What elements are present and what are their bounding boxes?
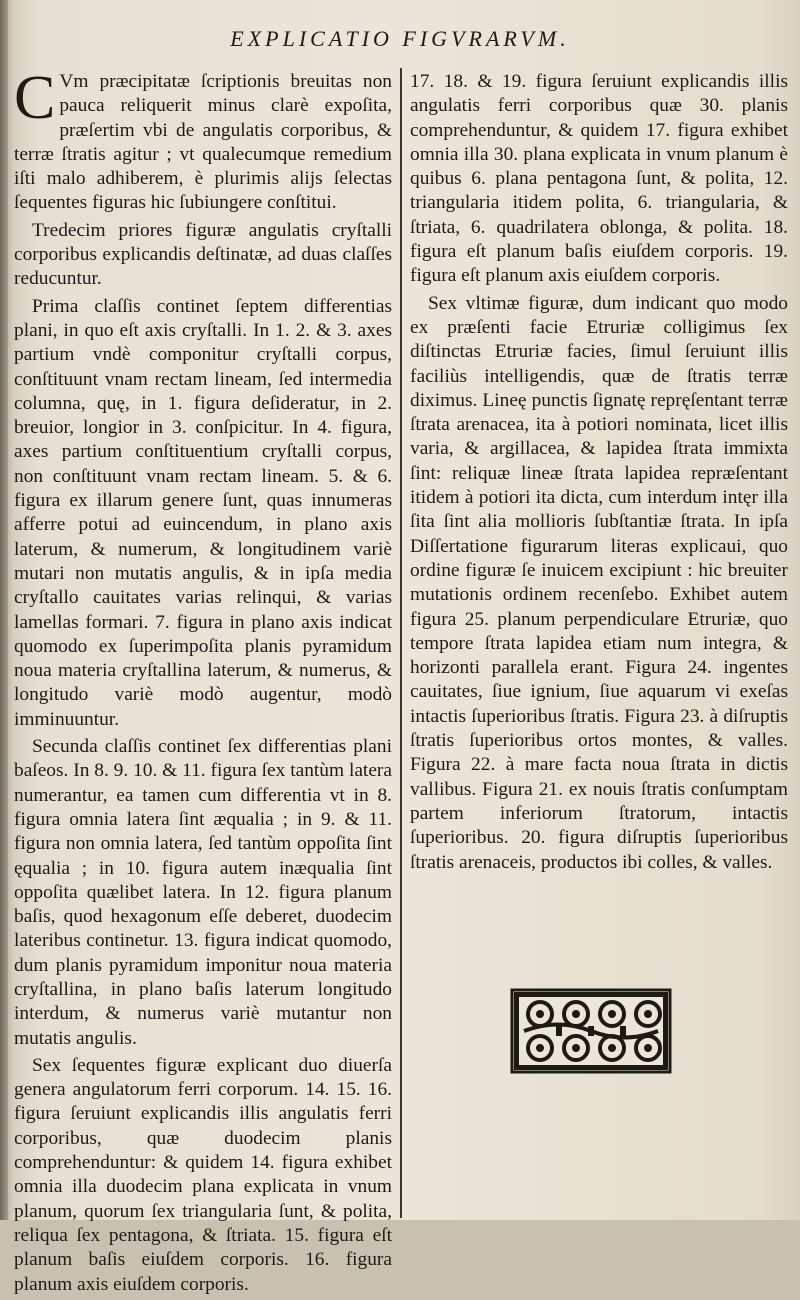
paragraph-figures-17-19: 17. 18. & 19. figura ſeruiunt explicandis illis angulatis ferri corporibus quæ 30. planis comprehenduntur, & quidem 17. figura exhibet omnia illa 30. plana explicata in vnum planum è quibus 6. plana pentagona ſunt, & polita, 12. triangularia itidem polita, 6. triangularia, & ſtriata, 6. quadrilatera oblonga, & polita. 18. figura eſt planum baſis eiuſdem corporis. 19. figura eſt planum axis eiuſdem corporis. (410, 71, 788, 287)
paragraph-etruria-strata: Sex vltimæ figuræ, dum indicant quo modo ex præſenti facie Etruriæ colligimus ſex diſtinctas Etruriæ facies, ſimul ſeruiunt illis faciliùs intelligendis, quæ de ſtratis terræ diximus. Lineę punctis ſignatę repręſentant terræ ſtrata arenacea, ita à potiori nominata, licet illis varia, & argillacea, & lapidea ſtrata immixta ſint: reliquæ lineæ ſtrata lapidea repræſentant itidem à potiori ita dicta, cum interdum intęr illa ſita ſint alia mollioris ſubſtantiæ ſtrata. In ipſa Diſſertatione figurarum literas explicaui, quo ordine figuræ ſe inuicem excipiunt : hic breuiter mutationis ordinem recenſebo. Exhibet autem figura 25. planum perpendiculare Etruriæ, quo tempore ſtrata lapidea etiam num integra, & horizonti parallela erant. Figura 24. ingentes cauitates, ſiue ignium, ſiue aquarum vi exeſas intactis ſuperioribus ſtratis. Figura 23. à diſruptis ſtratis ſuperioribus ortos montes, & valles. Figura 22. à mare facta noua ſtrata in dictis vallibus. Figura 21. ex nouis ſtratis conſumptam partem inferiorum ſtratorum, intactis ſuperioribus. 20. figura diſruptis ſuperioribus ſtratis arenaceis, productos ibi colles, & valles. (410, 292, 788, 873)
paragraph-first-class: Prima claſſis continet ſeptem differentias plani, in quo eſt axis cryſtalli. In 1. 2. & 3. axes partium vndè componitur cryſtalli corpus, conſtituunt vnam rectam lineam, ſed intermedia columna, quę, in 1. figura deſideratur, in 2. breuior, longior in 3. conſpicitur. In 4. figura, axes partium conſtituentium cryſtalli corpus, non conſtituunt vnam rectam lineam. 5. & 6. figura ex illarum genere ſunt, quas innumeras afferre potui ad euincendum, in plano axis laterum, & numerum, & longitudinem variè mutari non mutatis angulis, & in ipſa media cryſtallo cauitates varias relinqui, & varias lamellas formari. 7. figura in plano axis indicat quomodo ex ſuperimpoſita planis pyramidum noua materia cryſtallina laterum, & numerus, & longitudo variè modò augentur, modò imminuuntur. (14, 295, 392, 730)
drop-cap: C (14, 64, 56, 132)
left-column (14, 64, 392, 1300)
column-divider (400, 68, 402, 1218)
paragraph-second-class: Secunda claſſis continet ſex differentias plani baſeos. In 8. 9. 10. & 11. figura ſex tantùm latera numerantur, ea tamen cum differentia vt in 8. figura omnia latera ſint æqualia ; in 9. & 11. figura non omnia latera, ſed tantùm oppoſita ſint ęqualia ; in 10. figura autem inæqualia ſint oppoſita quælibet latera. In 12. figura planum baſis, quod hexagonum eſſe deberet, duodecim lateribus continetur. 13. figura indicat quomodo, dum planis pyramidum imponitur noua materia cryſtallina, in plano baſis laterum longitudo interdum, & numerus variè mutantur non mutatis angulis. (14, 736, 392, 1049)
right-column (410, 70, 788, 878)
page-gutter-shadow (0, 0, 8, 1220)
paragraph-classes: Tredecim priores figuræ angulatis cryſtalli corporibus explicandis deſtinatæ, ad duas claſſes reducuntur. (14, 219, 392, 290)
paragraph-intro (14, 64, 392, 216)
paragraph-iron-bodies: Sex ſequentes figuræ explicant duo diuerſa genera angulatorum ferri corporum. 14. 15. 16. figura ſeruiunt explicandis illis angulatis ferri corporibus, quæ duodecim planis comprehenduntur: & quidem 14. figura exhibet omnia illa duodecim plana explicata in vnum planum, quorum ſex triangularia ſunt, & polita, reliqua ſex pentagona, & ſtriata. 15. figura eſt planum baſis eiuſdem corporis. 16. figura planum axis eiuſdem corporis. (14, 1054, 392, 1295)
page-title: EXPLICATIO FIGVRARVM. (230, 26, 570, 51)
paragraph-intro-text: Vm præcipitatæ ſcriptionis breuitas non pauca reliquerit minus clarè expoſita, præſertim vbi de angulatis corporibus, & terræ ſtratis agitur ; vt qualecumque remedium iſti malo adhiberem, è plurimis alijs ſelectas ſequentes figuras hic ſubiungere conſtitui. (14, 71, 392, 214)
printers-ornament-icon (510, 988, 672, 1074)
